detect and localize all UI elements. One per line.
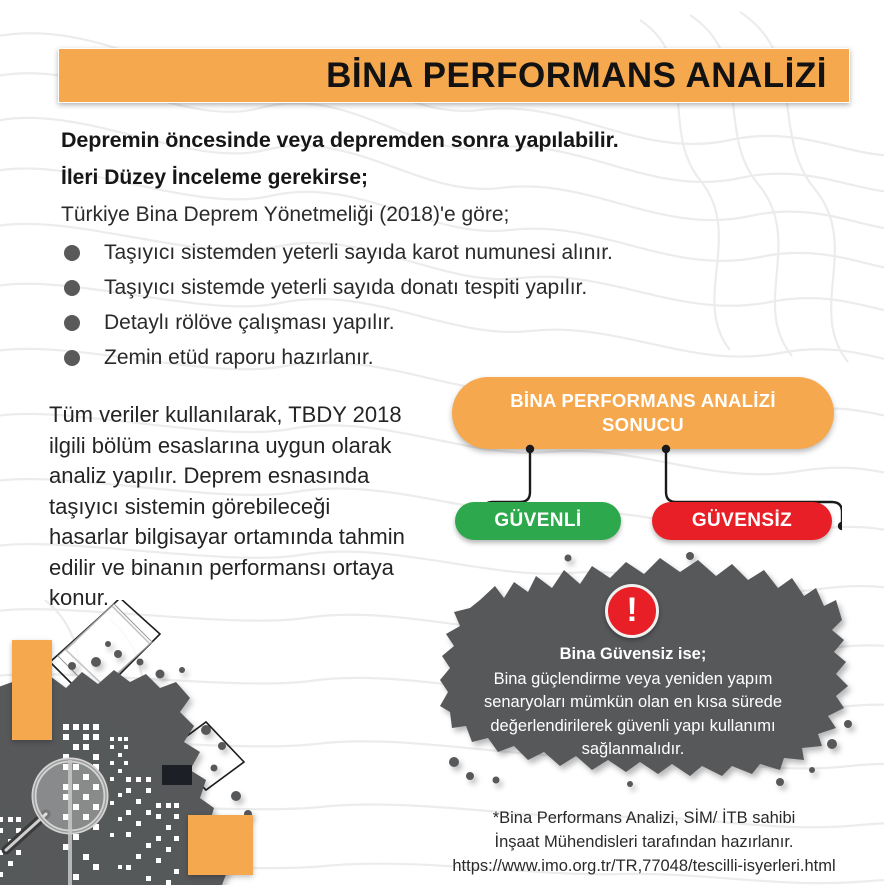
list-item xyxy=(61,270,761,305)
footer-url[interactable]: https://www.imo.org.tr/TR,77048/tescilli-isyerleri.html xyxy=(452,857,836,875)
list-item-label: Taşıyıcı sistemden yeterli sayıda karot numunesi alınır. xyxy=(104,241,613,264)
warning-text-block xyxy=(478,643,788,762)
warning-heading: Bina Güvensiz ise; xyxy=(559,645,707,663)
list-item-label: Detaylı rölöve çalışması yapılır. xyxy=(104,311,395,334)
warning-body: Bina güçlendirme veya yeniden yapım senaryoları mümkün olan en kısa sürede değerlendirilerek güvenli yapı kullanımı sağlanmalıdır. xyxy=(483,669,783,758)
flow-main-box xyxy=(452,377,834,449)
footer-line-2: İnşaat Mühendisleri tarafından hazırlanır. xyxy=(494,833,794,851)
dark-accent-square xyxy=(162,765,192,785)
bullet-icon xyxy=(64,245,80,261)
exclamation-icon xyxy=(605,584,659,638)
flow-outcome-unsafe xyxy=(652,502,832,540)
bullet-icon xyxy=(64,315,80,331)
list-item xyxy=(61,305,761,340)
flow-main-label: BİNA PERFORMANS ANALİZİ SONUCU xyxy=(510,390,776,435)
bullet-icon xyxy=(64,350,80,366)
analysis-description-paragraph: Tüm veriler kullanılarak, TBDY 2018 ilgili bölüm esaslarına uygun olarak analiz yapılır. Deprem esnasında taşıyıcı sistemin görebileceği hasarlar bilgisayar ortamında tahmin edilir ve binanın performansı ortaya konur. xyxy=(49,402,405,610)
orange-accent-rect-bottom xyxy=(188,815,253,875)
footer-note xyxy=(410,806,878,878)
flow-outcome-safe xyxy=(455,502,621,540)
bullet-icon xyxy=(64,280,80,296)
intro-line-1: Depremin öncesinde veya depremden sonra yapılabilir. xyxy=(61,128,619,152)
header-bar xyxy=(58,48,850,103)
orange-accent-rect-left xyxy=(12,640,52,740)
intro-line-3: Türkiye Bina Deprem Yönetmeliği (2018)'e göre; xyxy=(61,203,510,226)
list-item xyxy=(61,340,761,375)
exclamation-glyph: ! xyxy=(626,591,638,629)
list-item-label: Zemin etüd raporu hazırlanır. xyxy=(104,346,374,369)
intro-line-2: İleri Düzey İnceleme gerekirse; xyxy=(61,166,368,189)
list-item xyxy=(61,235,761,270)
page-title: BİNA PERFORMANS ANALİZİ xyxy=(326,56,827,95)
flow-outcome-unsafe-label: GÜVENSİZ xyxy=(691,510,793,531)
list-item-label: Taşıyıcı sistemde yeterli sayıda donatı tespiti yapılır. xyxy=(104,276,588,299)
requirements-list xyxy=(61,235,761,375)
flow-outcome-safe-label: GÜVENLİ xyxy=(494,510,582,531)
footer-line-1: *Bina Performans Analizi, SİM/ İTB sahibi xyxy=(492,809,796,827)
